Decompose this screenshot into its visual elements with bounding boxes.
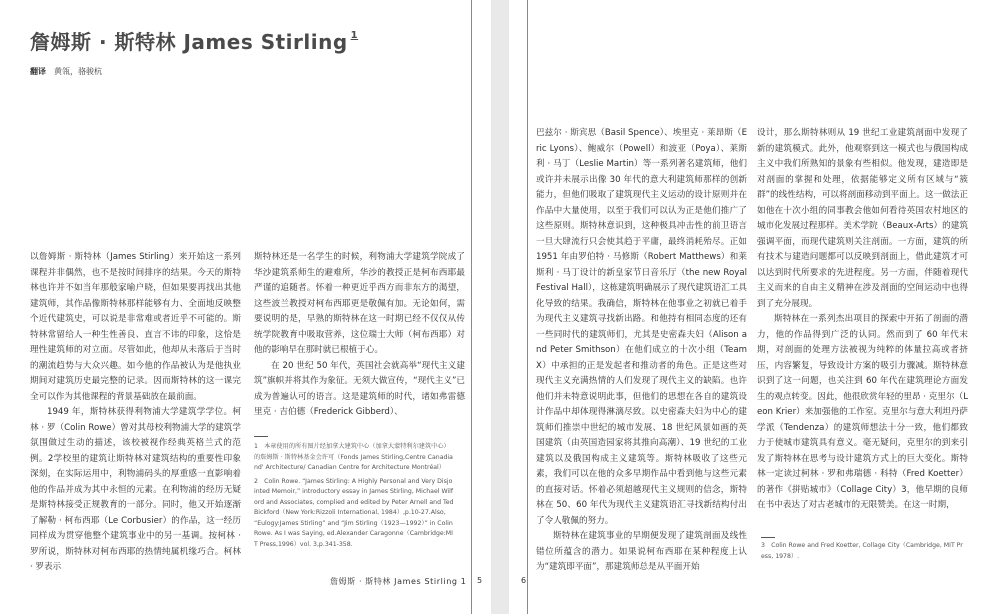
- footnote-3: 3 Colin Rowe and Fred Koetter, Collage City（Cambridge, MIT Press, 1978）.: [761, 542, 963, 560]
- paragraph: 以詹姆斯 · 斯特林（James Stirling）来开始这一系列课程并非偶然，也不是按时间排序的结果。今天的斯特林也许并不如当年那般家喻户晓，但如果要再找出其他建筑师，其作品像斯特林那样能够有力、全面地反映整个近代建筑史，可以说是非常难或者近乎不可能的。斯特林常留给人一种生性善良、直言不讳的印象，这恰是理性建筑师的对立面。尽管如此，他却从未落后于当时的潮流趋势与大众兴趣。如今他的作品被认为是他执业期间对建筑历史最完整的记录。因而斯特林的这一课完全可以作为其他课程的背景基础放在最前面。: [30, 252, 241, 402]
- left-body-column-2: [254, 250, 465, 421]
- page-number: 6: [521, 576, 527, 585]
- left-body-column-1: [30, 250, 241, 576]
- right-body-column-1: [536, 126, 747, 576]
- page-edge-line: [471, 0, 472, 614]
- paragraph: 斯特林在一系列杰出项目的探索中开拓了剖面的潜力，他的作品得到广泛的认同。然而到了 60 年代末期，对剖面的处理方法被视为纯粹的体量拉高或者挤压，内容繁复，导致设计方案的吸引力骤减。斯特林意识到了这一问题，也关注到 60 年代在建筑理论方面发生的观点转变。因此，他很欣赏年轻的里昂 · 克里尔（Leon Krier）来加强他的工作室。克里尔与意大利坦丹萨学派（Tendenza）的建筑师想法十分一致，他们都致力于使城市建筑具有意义。毫无疑问，克里尔的到来引发了斯特林在思考与设计建筑方式上的巨大变化。斯特林一定读过柯林 · 罗和弗瑞德 · 科特（Fred Koetter）的著作《拼贴城市》（Collage City）3，他早期的良师在书中表达了对古老城市的无限赞美。在这一时期，: [757, 314, 968, 510]
- paragraph: 1949 年，斯特林获得利物浦大学建筑学学位。柯林 · 罗（Colin Rowe）曾对其母校利物浦大学的建筑学氛围做过生动的描述，该校被视作经典英格兰式的范例。2学校里的建筑让斯特林对建筑结构的重要性印象深刻，在实际运用中，利物浦码头的厚重感一直影响着他的作品并成为其中永恒的元素。在利物浦的经历无疑是斯特林接受正规教育的一部分。同时，他又开始逐渐了解勒 · 柯布西耶（Le Corbusier）的作品，这一经历同样成为贯穿他整个建筑事业中的另一基调。按柯林 · 罗所说，斯特林对柯布西耶的热情纯属机缘巧合。柯林 · 罗表示: [30, 407, 241, 572]
- translator-names: 黄瓴，骆骏杭: [54, 67, 102, 76]
- paragraph: 斯特林在建筑事业的早期便发现了建筑剖面及线性错位所蕴含的潜力。如果说柯布西耶在某种程度上认为“建筑即平面”，那建筑师总是从平面开始: [536, 531, 747, 572]
- page-edge-line: [527, 0, 528, 614]
- paragraph: 在 20 世纪 50 年代，英国社会就高举“现代主义建筑”旗帜并将其作为象征。无须大做宣传，“现代主义”已成为普遍认可的语言。这是建筑师的时代，诸如弗雷德里克 · 吉伯德（Frederick Gibberd）、: [254, 360, 466, 417]
- left-page: [0, 0, 491, 614]
- translator-credit: [30, 66, 102, 77]
- footnotes: [254, 442, 454, 553]
- footnote-2: 2 Colin Rowe. “James Stirling: A Highly Personal and Very Disjointed Memoir,” introductory essay in James Stirling, Michael Wilford and Associates, complied and edited by Peter Arnell and Ted Bickford（New York:Rizzoli International, 1984）,p.10-27.Also, “Eulogy:James Stirling” and “Jim Stirling（1923—1992）” in Colin Rowe. As I was Saying, ed.Alexander Caragonne（Cambridge:MIT Press,1996）vol. 3,p.341-358.: [254, 477, 454, 548]
- right-body-column-2: [757, 126, 968, 514]
- right-page: [509, 0, 1000, 614]
- paragraph: 斯特林还是一名学生的时候，利物浦大学建筑学院成了华沙建筑系师生的避难所，华沙的教授正是柯布西耶最严谨的追随者。怀着一种更近乎西方而非东方的渴望，这些波兰教授对柯布西耶更是敬佩有加。无论如何，需要说明的是，早熟的斯特林在这一时期已经不仅仅从传统学院教育中吸取营养，这位瑞士大师（柯布西耶）对他的影响早在那时就已根植于心。: [254, 252, 465, 355]
- footnotes: [761, 541, 966, 565]
- translator-label: 翻译: [30, 67, 46, 76]
- chapter-title-text: 詹姆斯 · 斯特林 James Stirling: [30, 30, 348, 54]
- paragraph: 巴兹尔 · 斯宾思（Basil Spence）、埃里克 · 莱昂斯（Eric Lyons）、鲍威尔（Powell）和波亚（Poya）、莱斯利 · 马丁（Leslie Martin）等一系列著名建筑师，他们或许并未展示出像 30 年代的意大利建筑师那样的创新能力，但他们吸取了建筑现代主义运动的设计原则并在作品中大量使用，以至于我们可以认为正是他们推广了这些原则。斯特林意识到，这种极具冲击性的前卫语言一旦大肆流行只会使其趋于平庸，最终消耗殆尽。正如 1951 年由罗伯特 · 马修斯（Robert Matthews）和莱斯利 · 马丁设计的新皇家节日音乐厅（the new Royal Festival Hall），这栋建筑明确展示了现代建筑语汇工具化导致的结果。我确信，斯特林在他事业之初就已着手为现代主义建筑寻找新出路。和他持有相同态度的还有一些同时代的建筑师们，尤其是史密森夫妇（Alison and Peter Smithson）在他们成立的十次小组（Team X）中承担的正是发起者和推动者的角色。正是这些对现代主义充满热情的人们发现了现代主义的缺陷。也许他们并未特意说明此事，但他们的思想在各自的建筑设计作品中却体现得淋漓尽致。以史密森夫妇为中心的建筑师们推崇中世纪的城市发展、18 世纪风景如画的英国建筑（由英国造园家将其推向高潮）、19 世纪的工业建筑以及俄国构成主义建筑等。斯特林吸收了这些元素，我们可以在他的众多早期作品中看到他与这些元素的直接对话。怀着必须超越现代主义规则的信念，斯特林在 50、60 年代为现代主义建筑语汇寻找新结构付出了令人敬佩的努力。: [536, 128, 747, 526]
- footnote-1: 1 本章使用的所有图片经加拿大建筑中心（加拿大蒙特利尔建筑中心）的詹姆斯 · 斯特林基金会许可（Fonds James Stirling,Centre Canadiand' Architecture/ Canadian Centre for Architecture Montréal）: [254, 443, 453, 471]
- paragraph: 设计，那么斯特林则从 19 世纪工业建筑剖面中发现了新的建筑模式。此外，他观察到这一模式也与俄国构成主义中我们所熟知的景象有些相似。他发现，建造即是对剖面的掌握和处理，依据能够定义所有区域与“簇群”的线性结构，可以将剖面移动到平面上。这一做法正如他在十次小组的同事教会他如何看待英国农村地区的城市化发展过程那样。美术学院（Beaux-Arts）的建筑强调平面，而现代建筑则关注剖面。一方面，建筑的所有技术与建造问题都可以反映到剖面上，借此建筑才可以达到时代所要求的先进程度。另一方面，伴随着现代主义而来的自由主义精神在涉及剖面的空间运动中也得到了充分展现。: [757, 128, 968, 309]
- footnote-divider: [761, 537, 775, 538]
- footnote-ref-1[interactable]: 1: [350, 30, 359, 41]
- running-head: 詹姆斯 · 斯特林 James Stirling 1: [330, 577, 467, 586]
- page-number: 5: [477, 576, 483, 585]
- footnote-divider: [254, 436, 268, 437]
- chapter-title: [30, 26, 358, 55]
